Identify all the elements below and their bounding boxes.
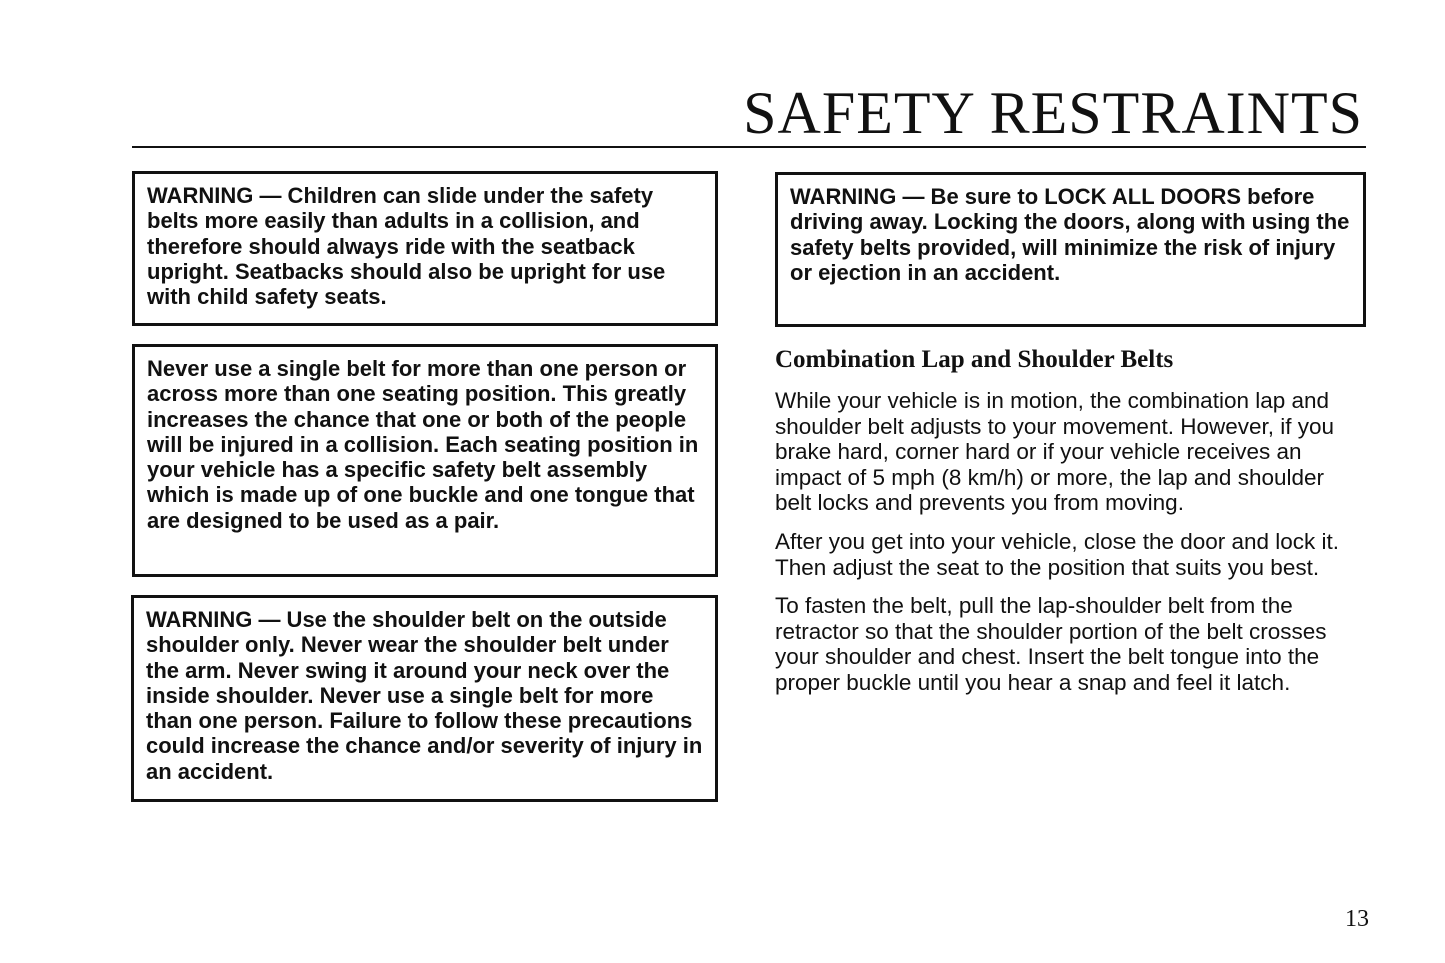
notice-single-belt-text: Never use a single belt for more than one person or across more than one seating position. This greatly increases the chance that one or both of the people will be injured in a collision. Each seating position in your vehicle has a specific safety belt assembly which is made up of one buckle and one tongue that are designed to be used as a pair. [147, 356, 699, 533]
warning-box-shoulder-belt [131, 595, 718, 802]
page-title: SAFETY RESTRAINTS [743, 80, 1363, 146]
section-heading: Combination Lap and Shoulder Belts [775, 346, 1174, 373]
body-paragraph: To fasten the belt, pull the lap-shoulder belt from the retractor so that the shoulder portion of the belt crosses your shoulder and chest. Insert the belt tongue into the proper buckle until you hear a snap and feel it latch. [775, 593, 1327, 695]
title-divider [132, 146, 1366, 148]
warning-children-text: WARNING — Children can slide under the safety belts more easily than adults in a collision, and therefore should always ride with the seatback upright. Seatbacks should also be upright for use with child safety seats. [147, 183, 666, 310]
warning-box-lock-doors [775, 172, 1366, 327]
warning-shoulder-belt-text: WARNING — Use the shoulder belt on the outside shoulder only. Never wear the shoulder belt under the arm. Never swing it around your neck over the inside shoulder. Never use a single belt for more than one person. Failure to follow these precautions could increase the chance and/or severity of injury in an accident. [146, 607, 703, 784]
warning-lock-doors-text: WARNING — Be sure to LOCK ALL DOORS before driving away. Locking the doors, along with using the safety belts provided, will minimize the risk of injury or ejection in an accident. [790, 184, 1350, 285]
body-paragraph: After you get into your vehicle, close the door and lock it. Then adjust the seat to the position that suits you best. [775, 528, 1340, 580]
notice-box-single-belt [132, 344, 718, 577]
body-text [775, 388, 1360, 709]
warning-box-children [132, 171, 718, 326]
page-number: 13 [1345, 906, 1369, 932]
body-paragraph: While your vehicle is in motion, the combination lap and shoulder belt adjusts to your movement. However, if you brake hard, corner hard or if your vehicle receives an impact of 5 mph (8 km/h) or more, the lap and shoulder belt locks and prevents you from moving. [775, 388, 1335, 516]
